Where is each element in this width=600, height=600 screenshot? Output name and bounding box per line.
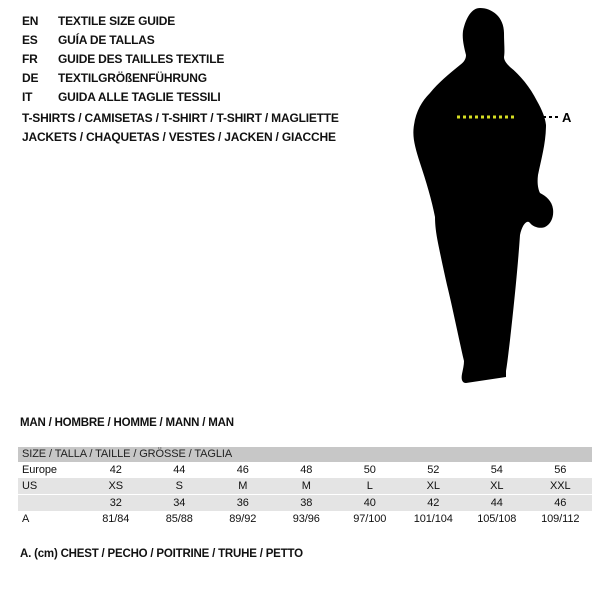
- language-label: GUÍA DE TALLAS: [58, 33, 155, 47]
- table-row-europe: [18, 462, 592, 478]
- language-list: [22, 12, 224, 107]
- row-label: Europe: [22, 464, 57, 476]
- language-code: IT: [22, 90, 33, 104]
- size-value: M: [238, 480, 248, 492]
- language-row-es: [22, 31, 224, 50]
- size-value: 81/84: [102, 513, 130, 525]
- man-silhouette-figure: [400, 5, 600, 395]
- size-value: 97/100: [353, 513, 387, 525]
- size-table-header: SIZE / TALLA / TAILLE / GRÖSSE / TAGLIA: [18, 447, 592, 462]
- language-row-it: [22, 88, 224, 107]
- language-row-fr: [22, 50, 224, 69]
- row-label: A: [22, 513, 30, 525]
- size-value: 50: [363, 464, 376, 476]
- table-row-chest-a: [18, 511, 592, 527]
- size-value: 34: [173, 497, 186, 509]
- size-value: S: [175, 480, 183, 492]
- language-label: GUIDE DES TAILLES TEXTILE: [58, 52, 225, 66]
- row-label: US: [22, 480, 38, 492]
- table-row-numeric: [18, 494, 592, 511]
- language-label: TEXTILGRÖßENFÜHRUNG: [58, 71, 207, 85]
- size-value: 105/108: [477, 513, 517, 525]
- size-value: 46: [554, 497, 567, 509]
- garment-categories: [22, 109, 339, 147]
- category-line-jackets: JACKETS / CHAQUETAS / VESTES / JACKEN / GIACCHE: [22, 130, 336, 144]
- size-value: 46: [236, 464, 249, 476]
- language-code: FR: [22, 52, 38, 66]
- language-row-en: [22, 12, 224, 31]
- language-code: DE: [22, 71, 39, 85]
- language-label: GUIDA ALLE TAGLIE TESSILI: [58, 90, 221, 104]
- size-value: 42: [427, 497, 440, 509]
- size-value: 38: [300, 497, 313, 509]
- size-value: L: [366, 480, 373, 492]
- size-value: 40: [363, 497, 376, 509]
- size-value: 54: [490, 464, 503, 476]
- size-value: 44: [490, 497, 503, 509]
- size-value: XL: [426, 480, 440, 492]
- table-row-us: [18, 478, 592, 494]
- row-label: [18, 495, 84, 511]
- size-value: 85/88: [165, 513, 193, 525]
- size-value: 56: [554, 464, 567, 476]
- size-value: 93/96: [292, 513, 320, 525]
- measurement-footnote: A. (cm) CHEST / PECHO / POITRINE / TRUHE / PETTO: [20, 548, 303, 560]
- language-code: ES: [22, 33, 38, 47]
- measurement-label-a: A: [562, 110, 572, 125]
- section-title-man: MAN / HOMBRE / HOMME / MANN / MAN: [20, 417, 234, 429]
- size-value: 109/112: [541, 513, 580, 525]
- size-value: 52: [427, 464, 440, 476]
- size-value: 32: [109, 497, 122, 509]
- size-value: 101/104: [413, 513, 453, 525]
- size-value: 44: [173, 464, 186, 476]
- size-value: M: [301, 480, 311, 492]
- size-value: 42: [109, 464, 122, 476]
- size-value: XXL: [550, 480, 571, 492]
- size-value: 48: [300, 464, 313, 476]
- language-code: EN: [22, 14, 39, 28]
- size-value: 89/92: [229, 513, 257, 525]
- man-silhouette: [413, 8, 553, 383]
- language-row-de: [22, 69, 224, 88]
- language-label: TEXTILE SIZE GUIDE: [58, 14, 176, 28]
- size-value: XS: [108, 480, 123, 492]
- size-value: XL: [490, 480, 504, 492]
- category-line-tshirts: T-SHIRTS / CAMISETAS / T-SHIRT / T-SHIRT / MAGLIETTE: [22, 111, 339, 125]
- size-table: [18, 447, 592, 527]
- size-value: 36: [236, 497, 249, 509]
